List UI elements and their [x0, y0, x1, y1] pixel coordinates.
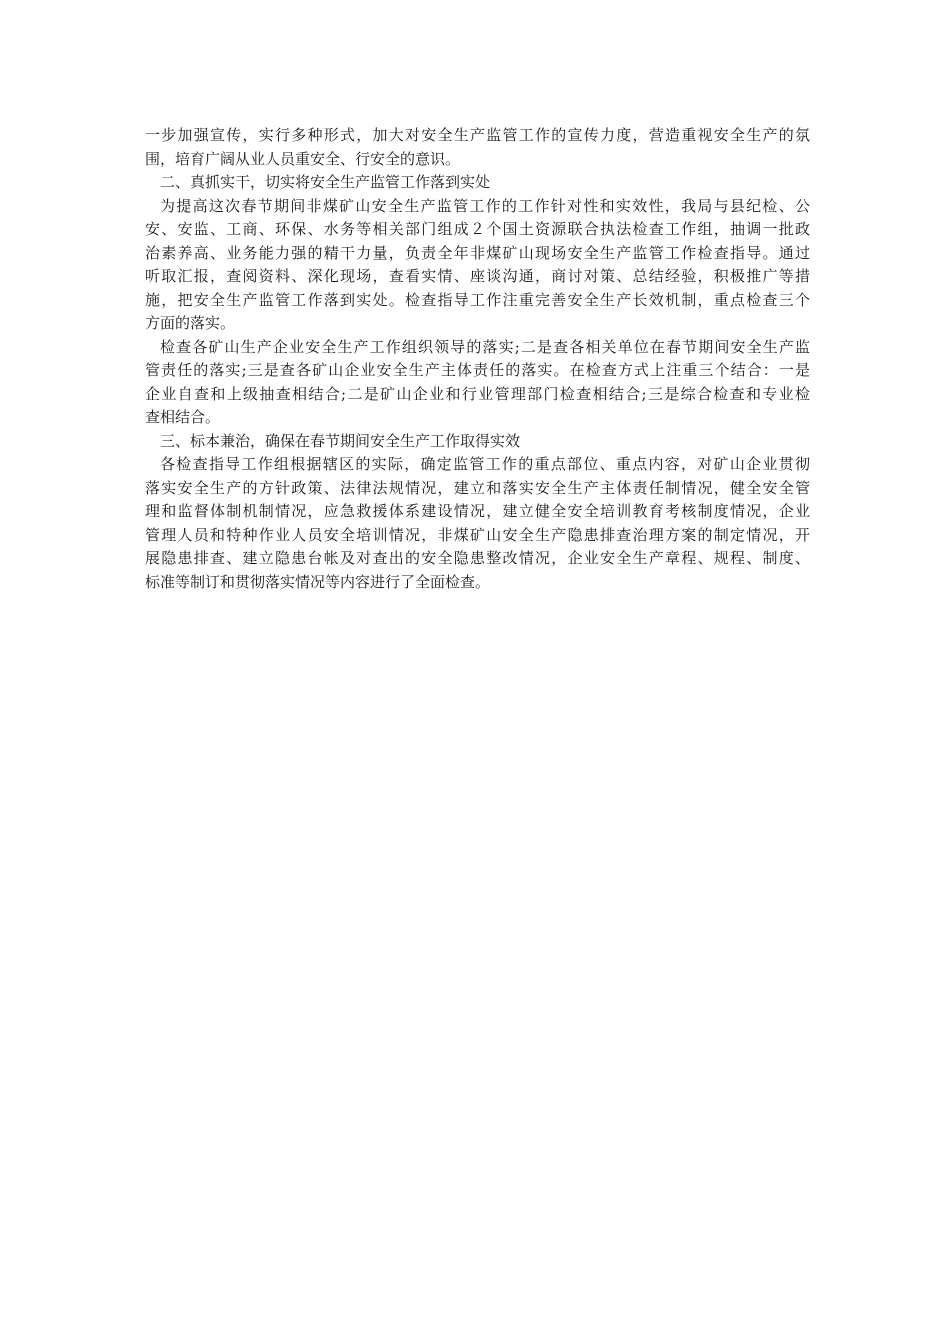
text-line: 标准等制订和贯彻落实情况等内容进行了全面检查。: [145, 572, 491, 591]
text-line: 施，把安全生产监管工作落到实处。检查指导工作注重完善安全生产长效机制，重点检查三个: [145, 290, 810, 309]
text-line: 听取汇报，查阅资料、深化现场，查看实情、座谈沟通，商讨对策、总结经验，积极推广等措: [145, 267, 810, 285]
section-heading: 三、标本兼治，确保在春节期间安全生产工作取得实效: [160, 431, 521, 450]
text-line: 为提高这次春节期间非煤矿山安全生产监管工作的工作针对性和实效性，我局与县纪检、公: [160, 196, 810, 215]
text-line: 各检查指导工作组根据辖区的实际，确定监管工作的重点部位、重点内容，对矿山企业贯彻: [160, 455, 810, 473]
text-line: 围，培育广阔从业人员重安全、行安全的意识。: [145, 149, 461, 168]
text-line: 查相结合。: [145, 408, 221, 426]
text-line: 检查各矿山生产企业安全生产工作组织领导的落实;二是查各相关单位在春节期间安全生产监: [160, 337, 810, 356]
text-line: 管理人员和特种作业人员安全培训情况，非煤矿山安全生产隐患排查治理方案的制定情况，开: [145, 525, 810, 544]
text-line: 安、安监、工商、环保、水务等相关部门组成２个国土资源联合执法检查工作组，抽调一批政: [145, 220, 810, 238]
document-body: [145, 124, 810, 594]
text-line: 方面的落实。: [145, 314, 236, 332]
text-line: 管责任的落实;三是查各矿山企业安全生产主体责任的落实。在检查方式上注重三个结合：一是: [145, 361, 810, 379]
section-heading: 二、真抓实干，切实将安全生产监管工作落到实处: [160, 173, 491, 191]
text-line: 治素养高、业务能力强的精干力量，负责全年非煤矿山现场安全生产监管工作检查指导。通过: [145, 243, 810, 262]
text-line: 展隐患排查、建立隐患台帐及对查出的安全隐患整改情况，企业安全生产章程、规程、制度、: [145, 549, 810, 567]
text-line: 企业自查和上级抽查相结合;二是矿山企业和行业管理部门检查相结合;三是综合检查和专业检: [145, 384, 810, 403]
text-line: 落实安全生产的方针政策、法律法规情况，建立和落实安全生产主体责任制情况，健全安全管: [145, 478, 810, 497]
text-line: 一步加强宣传，实行多种形式，加大对安全生产监管工作的宣传力度，营造重视安全生产的氛: [145, 126, 810, 144]
text-line: 理和监督体制机制情况，应急救援体系建设情况，建立健全安全培训教育考核制度情况，企业: [145, 502, 810, 520]
